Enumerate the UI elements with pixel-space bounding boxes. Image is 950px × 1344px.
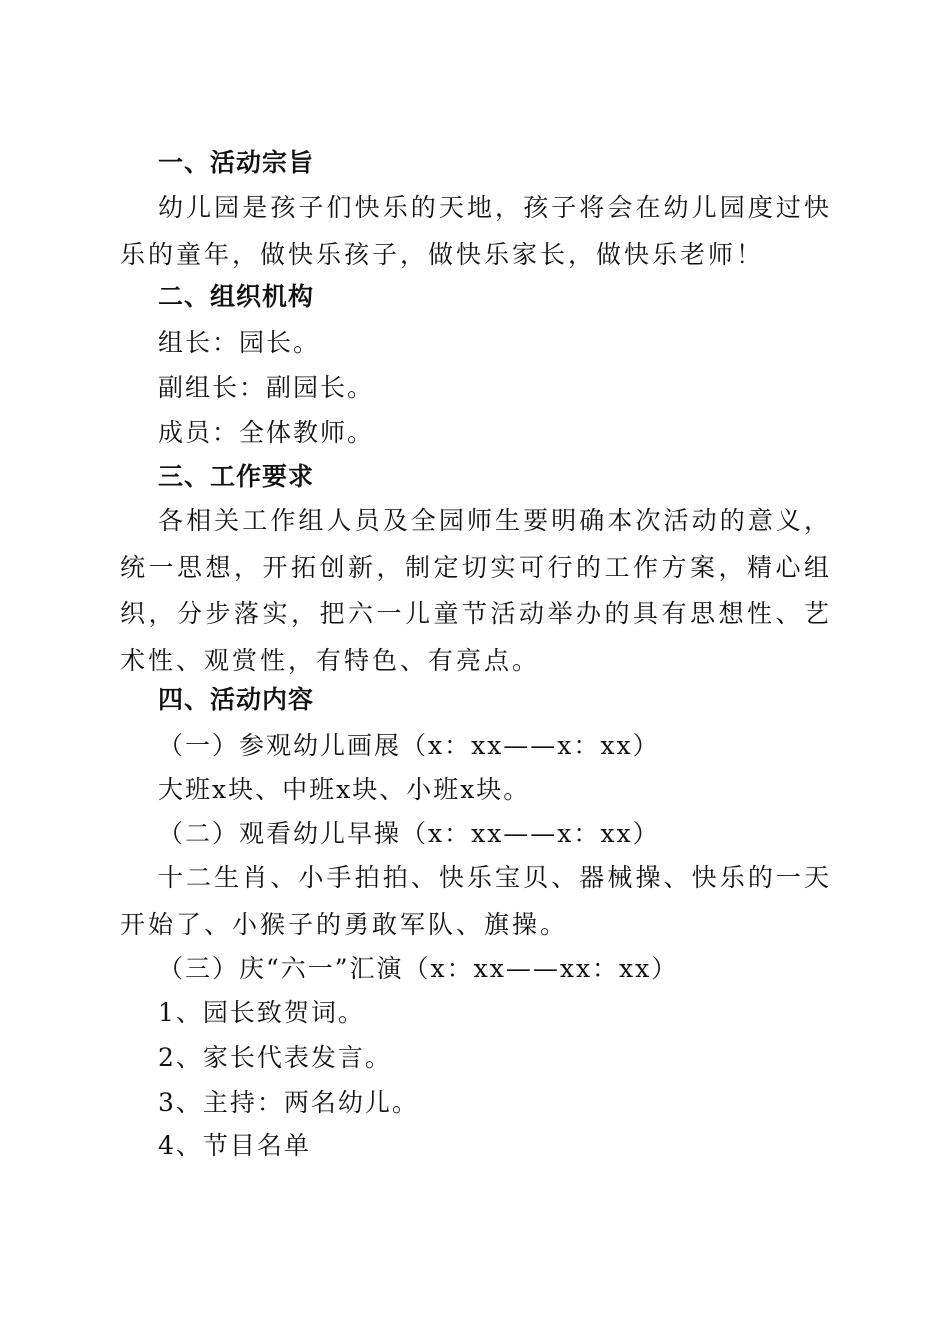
program-step-1: 1、园长致贺词。 bbox=[158, 998, 365, 1027]
section-heading-purpose: 一、活动宗旨 bbox=[158, 148, 315, 177]
content-item-2-title: （二）观看幼儿早操（x：xx——x：xx） bbox=[158, 819, 660, 848]
program-step-3: 3、主持：两名幼儿。 bbox=[158, 1088, 419, 1117]
requirements-paragraph: 各相关工作组人员及全园师生要明确本次活动的意义，统一思想，开拓创新，制定切实可行的工作方案，精心组织，分步落实，把六一儿童节活动举办的具有思想性、艺术性、观赏性，有特色、有亮点。 bbox=[120, 506, 832, 675]
content-item-1-title: （一）参观幼儿画展（x：xx——x：xx） bbox=[158, 731, 660, 760]
program-step-4: 4、节目名单 bbox=[158, 1131, 311, 1160]
org-members: 成员：全体教师。 bbox=[158, 418, 375, 447]
org-leader: 组长：园长。 bbox=[158, 328, 321, 357]
program-step-2: 2、家长代表发言。 bbox=[158, 1043, 392, 1072]
content-item-3-title: （三）庆“六一”汇演（x：xx——xx：xx） bbox=[158, 954, 679, 983]
org-deputy-leader: 副组长：副园长。 bbox=[158, 373, 375, 402]
content-item-2-text: 十二生肖、小手拍拍、快乐宝贝、器械操、快乐的一天开始了、小猴子的勇敢军队、旗操。 bbox=[120, 863, 832, 939]
section-heading-content: 四、活动内容 bbox=[158, 685, 315, 714]
content-item-1-text: 大班x块、中班x块、小班x块。 bbox=[158, 775, 531, 804]
section-heading-organization: 二、组织机构 bbox=[158, 282, 315, 311]
section-heading-requirements: 三、工作要求 bbox=[158, 462, 315, 491]
purpose-paragraph: 幼儿园是孩子们快乐的天地，孩子将会在幼儿园度过快乐的童年，做快乐孩子，做快乐家长，做快乐老师！ bbox=[120, 193, 832, 269]
